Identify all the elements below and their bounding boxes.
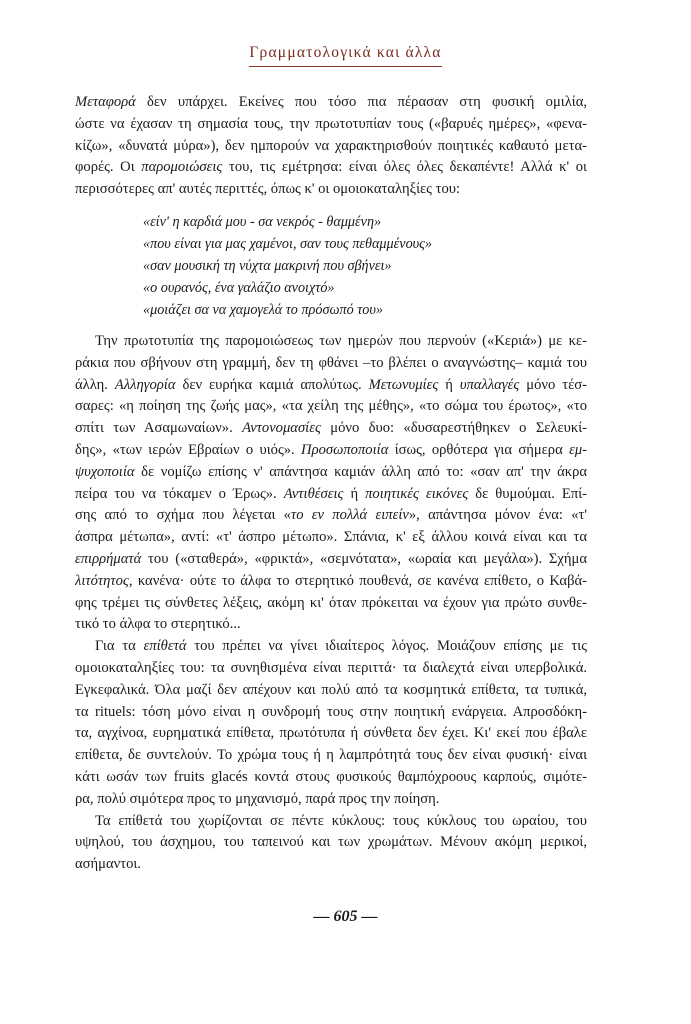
running-header-title: Γραμματολογικά και άλλα: [249, 44, 441, 67]
text-line: υψηλού, του άσχημου, του ταπεινού και των χρωμάτων. Μένουν ακόμη μερικοί,: [75, 834, 587, 851]
text-line: σαρες: «η ποίηση της ζωής μας», «τα χείλη της μέθης», «το σώμα του έρωτος», «το: [75, 398, 587, 415]
text-line: Για τα επίθετά του πρέπει να γίνει ιδιαίτερος λόγος. Μοιάζουν επίσης με τις: [95, 638, 587, 655]
text-line: τα, αγχίνοα, ευρηματικά επίθετα, πρωτότυπα ή σύνθετα δεν έχει. Κι' εκεί που έβαλε: [75, 725, 587, 742]
text-line: Τα επίθετά του χωρίζονται σε πέντε κύκλους: τους κύκλους του ωραίου, του: [95, 812, 587, 829]
text-line: ομοιοκαταληξίες του: τα συνηθισμένα είναι περιττά· τα διαλεχτά είναι υπερβολικά.: [75, 659, 587, 676]
text-line: περισσότερες απ' αυτές περιττές, όπως κ' οι ομοιοκαταληξίες του:: [75, 181, 461, 198]
text-line: σης από το σχήμα που λέγεται «το εν πολλά ειπείν», απάντησα μόνον ένα: «τ': [75, 507, 587, 524]
text-line: τα rituels: τόση μόνο είναι η συνδρομή τους στην ποιητική ενάργεια. Απροσδόκη-: [75, 703, 587, 720]
text-line: φορές. Οι παρομοιώσεις του, τις εμέτρησα: είναι όλες όλες δεκαπέντε! Αλλά κ' οι: [75, 159, 587, 176]
text-line: ράκια που σβήνουν στη γραμμή, δεν τη φθάνει –το βλέπει ο αναγνώστης– καμιά του: [75, 354, 587, 371]
text-line: Μεταφορά δεν υπάρχει. Εκείνες που τόσο πια πέρασαν στη φυσική ομιλία,: [75, 94, 587, 110]
paragraph-1: [75, 92, 587, 201]
verse-quotation: [75, 211, 587, 321]
text-line: Την πρωτοτυπία της παρομοιώσεως των ημερών που περνούν («Κεριά») με κε-: [95, 332, 587, 349]
text-line: κάτι ωσάν των fruits glacés κοντά στους φυσικούς θαμπόχροους καρπούς, σιμότε-: [75, 768, 587, 785]
text-line: ψυχοποιία δε νομίζω επίσης ν' απάντησα καμιάν άλλη από το: «σαν απ' την άκρα: [75, 463, 587, 480]
page-body: [75, 92, 587, 876]
text-line: κίζω», «δυνατά μύρα»), δεν ημπορούν να χαρακτηρισθούν ποιητικές καθαυτό μετα-: [75, 137, 587, 154]
text-line: ώστε να έχασαν τη σημασία τους, την πρωτοτυπίαν τους («βαρυές ημέρες», «φενα-: [75, 115, 587, 132]
verse-line: «ο ουρανός, ένα γαλάζιο ανοιχτό»: [143, 279, 335, 296]
paragraph-2: [75, 331, 587, 636]
text-line: πείρα του να τόκαμεν ο Έρως». Αντιθέσεις ή ποιητικές εικόνες δε θυμούμαι. Επί-: [75, 485, 587, 502]
verse-line: «μοιάζει σα να χαμογελά το πρόσωπό του»: [143, 301, 383, 318]
text-line: επιρρήματά του («σταθερά», «φρικτά», «σεμνότατα», «ωραία και μεγάλα»). Σχήμα: [75, 550, 587, 567]
text-line: ρα, πολύ σιμότερα προς το μηχανισμό, παρά προς την ποίηση.: [75, 790, 440, 807]
text-line: λιτότητος, κανένα· ούτε το άλφα το στερητικό πουθενά, σε κανένα επίθετο, ο Καβά-: [75, 572, 587, 589]
text-line: δης», «των ιερών Εβραίων ο υιός». Προσωποποιία ίσως, ορθότερα για σήμερα εμ-: [75, 441, 587, 458]
text-line: σπίτι των Ασαμωναίων». Αντονομασίες μόνο δυο: «δυσαρεστήθηκεν ο Σελευκί-: [75, 420, 587, 437]
paragraph-4: [75, 811, 587, 876]
text-line: τικό το άλφα το στερητικό...: [75, 616, 241, 633]
verse-line: «είν' η καρδιά μου - σα νεκρός - θαμμένη»: [143, 213, 382, 230]
text-line: Εγκεφαλικά. Όλα μαζί δεν απέχουν και πολύ από τα κοσμητικά επίθετα, τα τυπικά,: [75, 681, 587, 698]
running-header: [0, 44, 691, 67]
text-line: άσπρα μέτωπα», αντί: «τ' άσπρο μέτωπο». Σπάνια, κ' εξ άλλου κοινά είναι και τα: [75, 529, 587, 546]
text-line: άλλη. Αλληγορία δεν ευρήκα καμιά απολύτως. Μετωνυμίες ή υπαλλαγές μόνο τέσ-: [75, 376, 587, 393]
paragraph-3: [75, 636, 587, 810]
text-line: φης τρέμει τις σύνθετες λέξεις, ακόμη κι' όταν πρόκειται να έχουν για πρώτο συνθε-: [75, 594, 587, 611]
text-line: επίθετα, δε συντελούν. Το χρώμα τους ή η λαμπρότητά τους δεν είναι φυσική· είναι: [75, 747, 587, 764]
verse-line: «σαν μουσική τη νύχτα μακρινή που σβήνει»: [143, 257, 392, 274]
page-number: — 605 —: [313, 908, 378, 925]
verse-line: «που είναι για μας χαμένοι, σαν τους πεθαμμένους»: [143, 235, 433, 252]
text-line: ασήμαντοι.: [75, 856, 141, 873]
